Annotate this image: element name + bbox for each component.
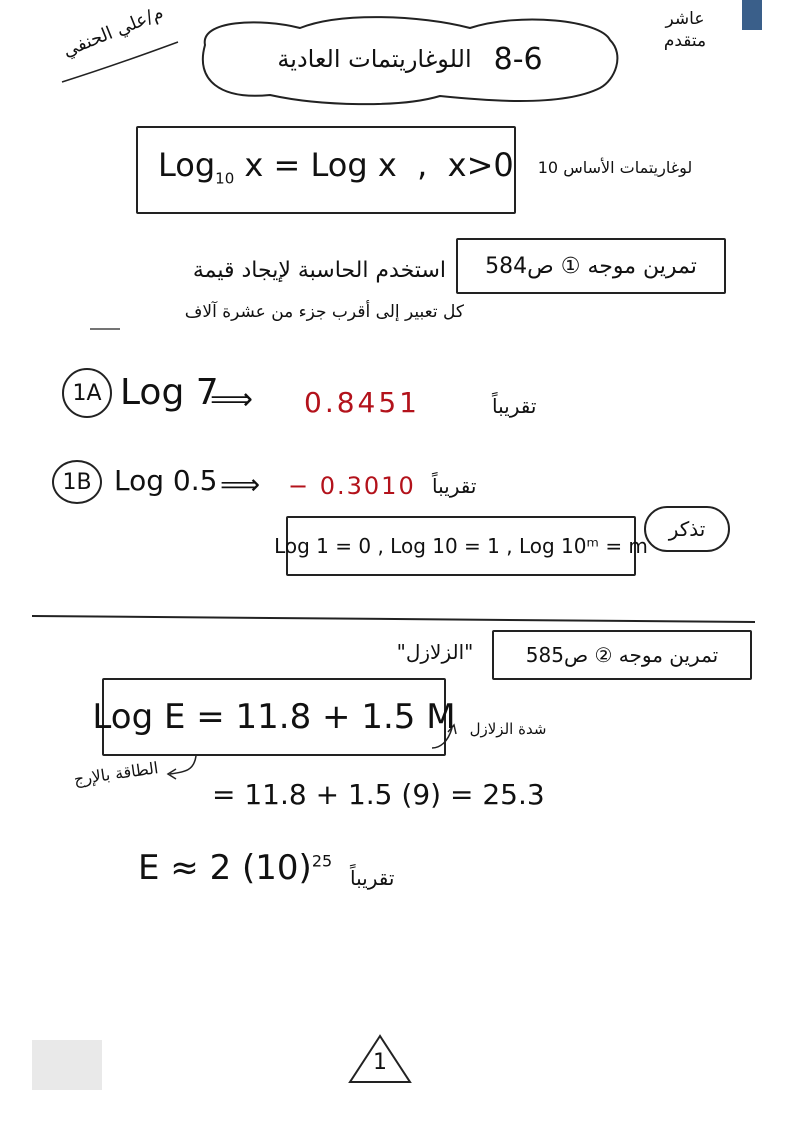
exercise2-formula: Log E = 11.8 + 1.5 M <box>92 697 456 737</box>
remember-label: تذكر <box>668 517 706 541</box>
definition-box <box>136 126 516 214</box>
item-1b-expr: Log 0.5 <box>114 464 218 497</box>
lesson-title: اللوغاريتمات العادية <box>277 45 472 73</box>
result-base: E ≈ 2 (10) <box>138 848 312 888</box>
exercise2-result <box>138 848 332 888</box>
remember-rule: Log 1 = 0 , Log 10 = 1 , Log 10ᵐ = m <box>274 534 648 558</box>
item-1a-id: 1A <box>62 368 112 418</box>
grade-line2: متقدم <box>663 31 707 51</box>
item-1b-result: − 0.3010 <box>288 472 416 500</box>
item-1b-arrow: ⟹ <box>220 468 261 501</box>
corner-mark <box>742 0 762 30</box>
definition-label: لوغاريتمات الأساس 10 <box>537 158 693 177</box>
label-magnitude: شدة الزلازل <box>469 720 547 738</box>
exercise1-instruction-line1: استخدم الحاسبة لإيجاد قيمة <box>192 258 446 283</box>
grade-line1: عاشر <box>665 9 705 29</box>
section-divider <box>32 616 755 622</box>
exercise2-step: = 11.8 + 1.5 (9) = 25.3 <box>212 778 545 811</box>
exercise1-item-1a <box>62 368 537 428</box>
formula-base: 10 <box>215 169 235 188</box>
exercise1-instruction-line2: كل تعبير إلى أقرب جزء من عشرة آلاف <box>184 302 464 322</box>
definition-formula <box>158 146 514 187</box>
exercise2-formula-box <box>92 678 456 756</box>
exercise1-title: تمرين موجه ① ص584 <box>485 253 697 279</box>
formula-log: Log <box>158 146 216 184</box>
item-1a-approx: تقريباً <box>492 394 537 418</box>
teacher-name: م/علي الحنفي <box>60 2 167 62</box>
lesson-number: 8-6 <box>493 41 543 77</box>
remember-cloud <box>644 506 730 552</box>
item-1a-arrow: ⟹ <box>210 382 254 417</box>
page-number: 1 <box>373 1050 387 1075</box>
lesson-title-block <box>225 34 595 84</box>
exercise2-title-box <box>492 630 752 680</box>
grade-label <box>650 8 720 52</box>
item-1b-id: 1B <box>52 460 102 504</box>
exercise1-title-box <box>456 238 726 294</box>
exercise1-item-1b <box>52 460 532 510</box>
exercise2-title: تمرين موجه ② ص585 <box>525 643 719 667</box>
label-energy: الطاقة بالإرج <box>72 758 160 789</box>
item-1a-result: 0.8451 <box>304 386 420 419</box>
formula-rest: x = Log x , x>0 <box>244 146 514 184</box>
exercise2-approx: تقريباً <box>350 866 395 890</box>
item-1a-expr: Log 7 <box>120 372 219 413</box>
remember-rule-box <box>274 516 648 576</box>
result-exponent: 25 <box>311 851 333 871</box>
item-1b-approx: تقريباً <box>432 474 477 498</box>
exercise2-topic: "الزلازل" <box>396 640 474 664</box>
